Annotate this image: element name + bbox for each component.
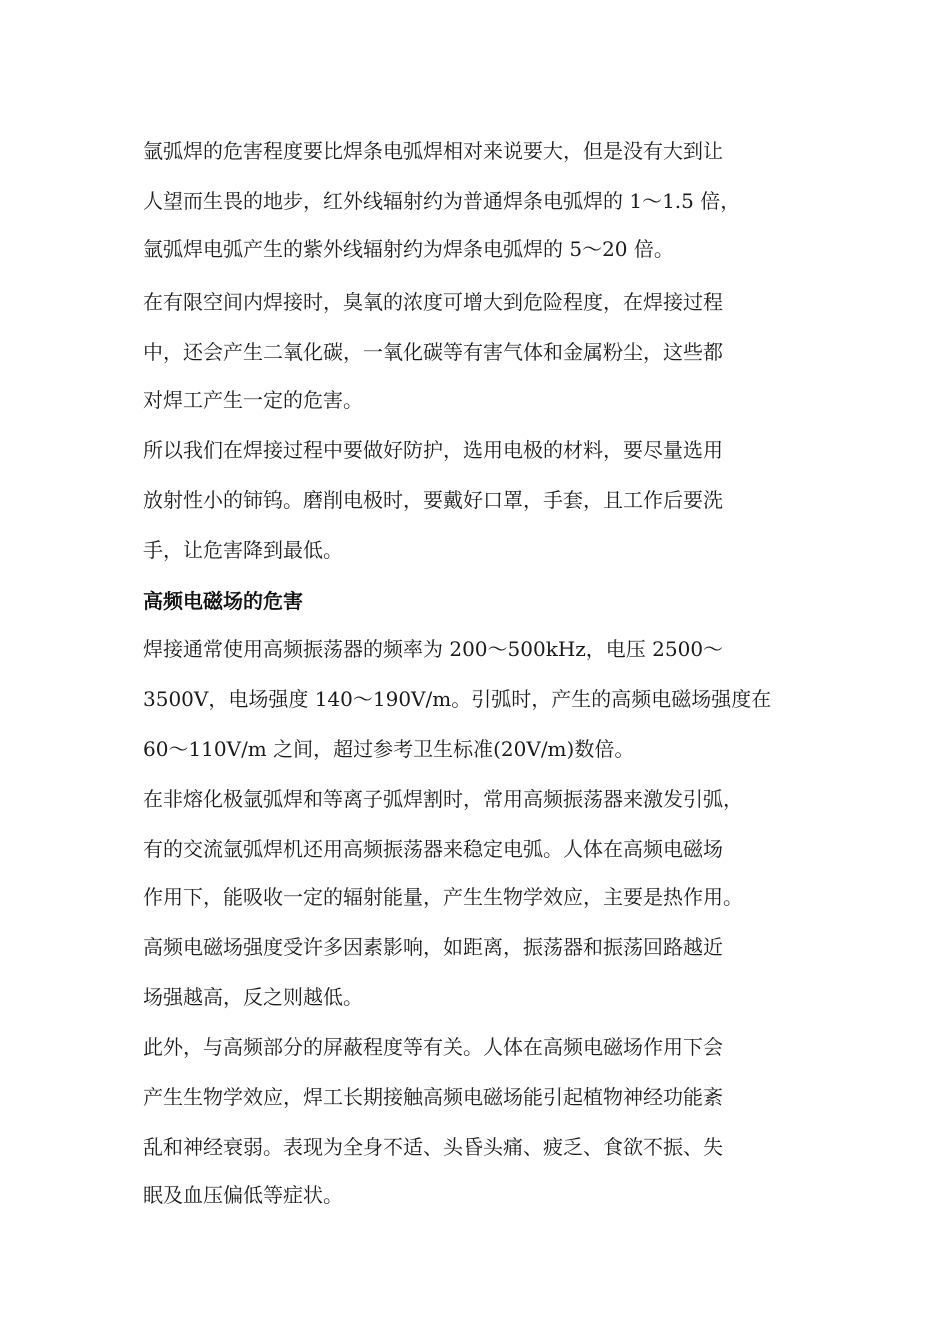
paragraph-5-line-4: 高频电磁场强度受许多因素影响，如距离，振荡器和振荡回路越近 [143, 935, 723, 959]
paragraph-5-line-5: 场强越高，反之则越低。 [143, 985, 363, 1009]
paragraph-3-line-3: 手，让危害降到最低。 [143, 538, 343, 562]
paragraph-2-line-2: 中，还会产生二氧化碳，一氧化碳等有害气体和金属粉尘，这些都 [143, 340, 723, 364]
paragraph-3-line-1: 所以我们在焊接过程中要做好防护，选用电极的材料，要尽量选用 [143, 438, 723, 462]
section-heading: 高频电磁场的危害 [143, 589, 303, 613]
paragraph-2-line-3: 对焊工产生一定的危害。 [143, 388, 363, 412]
paragraph-5-line-2: 有的交流氩弧焊机还用高频振荡器来稳定电弧。人体在高频电磁场 [143, 837, 723, 861]
paragraph-6-line-2: 产生生物学效应，焊工长期接触高频电磁场能引起植物神经功能紊 [143, 1085, 723, 1109]
paragraph-6-line-4: 眠及血压偏低等症状。 [143, 1183, 343, 1207]
paragraph-6-line-1: 此外，与高频部分的屏蔽程度等有关。人体在高频电磁场作用下会 [143, 1035, 723, 1059]
paragraph-1-line-1: 氩弧焊的危害程度要比焊条电弧焊相对来说要大，但是没有大到让 [143, 139, 723, 163]
paragraph-4-line-3: 60～110V/m 之间，超过参考卫生标准(20V/m)数倍。 [143, 737, 635, 761]
paragraph-2-line-1: 在有限空间内焊接时，臭氧的浓度可增大到危险程度，在焊接过程 [143, 290, 723, 314]
paragraph-1-line-2: 人望而生畏的地步，红外线辐射约为普通焊条电弧焊的 1～1.5 倍， [143, 189, 741, 213]
paragraph-5-line-3: 作用下，能吸收一定的辐射能量，产生生物学效应，主要是热作用。 [143, 885, 743, 909]
paragraph-6-line-3: 乱和神经衰弱。表现为全身不适、头昏头痛、疲乏、食欲不振、失 [143, 1135, 723, 1159]
paragraph-4-line-2: 3500V，电场强度 140～190V/m。引弧时，产生的高频电磁场强度在 [143, 687, 772, 711]
paragraph-5-line-1: 在非熔化极氩弧焊和等离子弧焊割时，常用高频振荡器来激发引弧， [143, 787, 743, 811]
paragraph-3-line-2: 放射性小的铈钨。磨削电极时，要戴好口罩，手套，且工作后要洗 [143, 488, 723, 512]
paragraph-1-line-3: 氩弧焊电弧产生的紫外线辐射约为焊条电弧焊的 5～20 倍。 [143, 237, 674, 261]
paragraph-4-line-1: 焊接通常使用高频振荡器的频率为 200～500kHz，电压 2500～ [143, 637, 724, 661]
